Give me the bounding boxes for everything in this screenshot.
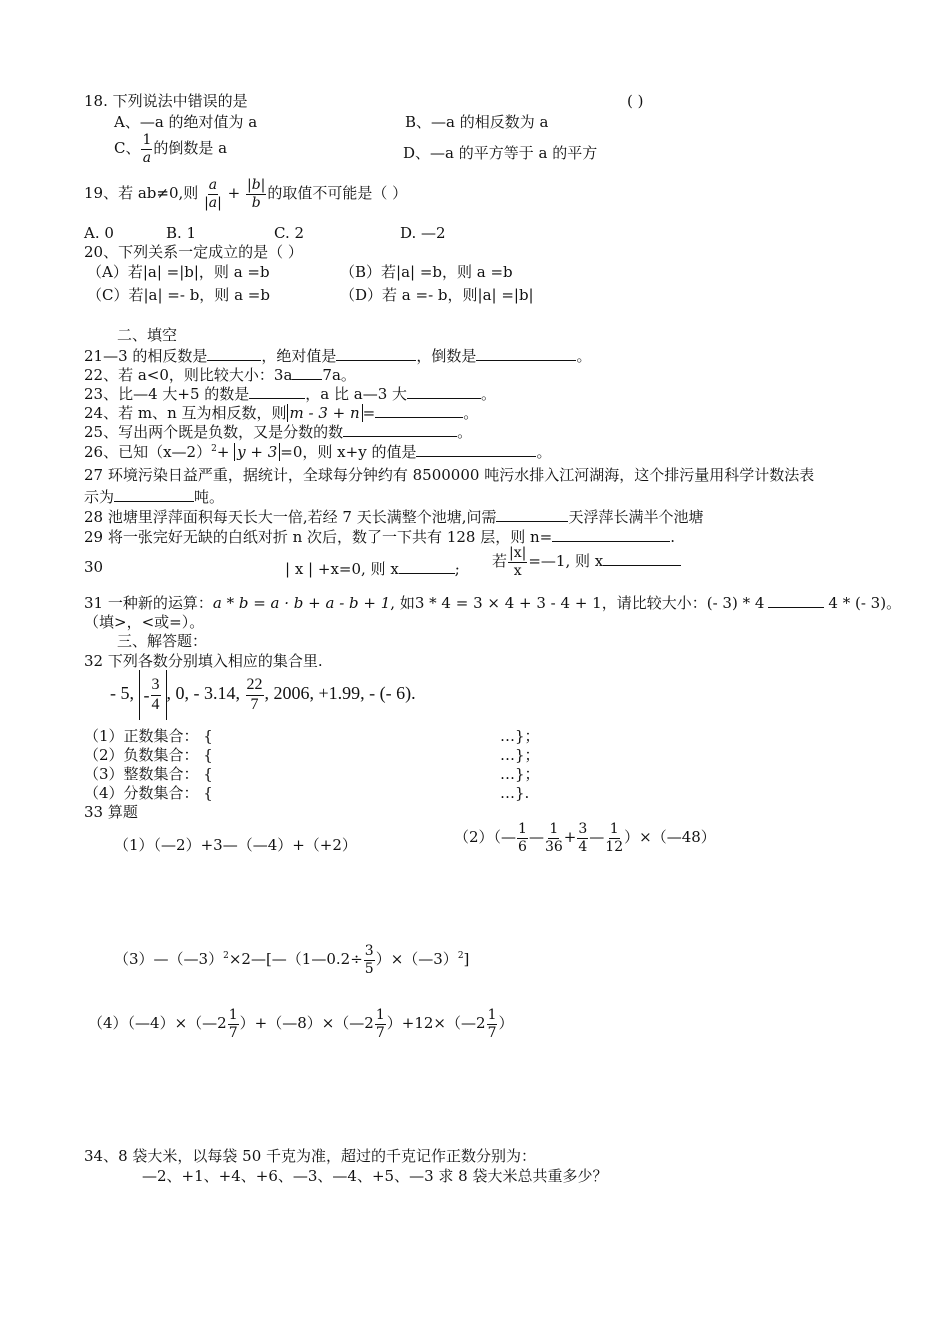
q23: 23、比—4 大+5 的数是 ，a 比 a—3 大 。: [84, 385, 497, 403]
q25: 25、写出两个既是负数，又是分数的数 。: [84, 423, 473, 441]
q30-part-2: 若 $\frac{|x|}{x}$ =—1, 则 x: [492, 546, 681, 578]
q22-blank[interactable]: [292, 366, 322, 380]
q26-blank[interactable]: [416, 443, 536, 457]
q19-option-a: A. 0: [84, 224, 114, 242]
q20-option-c: （C）若|a| =- b，则 a =b: [87, 286, 270, 304]
q21-blank-3[interactable]: [476, 347, 576, 361]
q19-option-b: B. 1: [166, 224, 197, 242]
q27-line-1: 27 环境污染日益严重，据统计，全球每分钟约有 8500000 吨污水排入江河湖海，这个排污量用科学计数法表: [84, 466, 815, 484]
q32-set-integer-label: （3）整数集合： {: [84, 765, 213, 783]
q32-set-positive-end: …}；: [500, 727, 540, 745]
q28: 28 池塘里浮萍面积每天长大一倍,若经 7 天长满整个池塘,问需 天浮萍长满半个池塘: [84, 508, 704, 526]
q30-part-1: | x | +x=0, 则 x ;: [285, 560, 460, 578]
q30-number: 30: [84, 558, 104, 576]
q19-option-c: C. 2: [274, 224, 305, 242]
q32-set-fraction-label: （4）分数集合： {: [84, 784, 213, 802]
q32-fraction: $\frac{22}{7}$: [246, 675, 263, 713]
q26: 26、已知（x—2）$^2$+ y + 3 =0，则 x+y 的值是 。: [84, 443, 552, 461]
q23-blank-1[interactable]: [249, 385, 305, 399]
q19-stem: 19、若 ab≠0,则 $\frac{a}{|a|}$ + $\frac{|b|}{b}$ 的取值不可能是（ ）: [84, 177, 408, 211]
q31-line-2: （填>，<或=）。: [84, 613, 205, 631]
q31-lhs: (- 3) * 4: [706, 594, 765, 612]
q18-option-b: B、—a 的相反数为 a: [405, 113, 549, 131]
q24: 24、若 m、n 互为相反数，则 m - 3 + n = 。: [84, 404, 479, 422]
q34-line-1: 34、8 袋大米，以每袋 50 千克为准，超过的千克记作正数分别为：: [84, 1147, 537, 1165]
q21: 21—3 的相反数是 ，绝对值是 ，倒数是 。: [84, 347, 592, 365]
q21-blank-1[interactable]: [207, 347, 261, 361]
section-heading-fill-in: 二、填空: [117, 326, 178, 344]
q31-line-1: 31 一种新的运算：a * b = a · b + a - b + 1, 如3 * 4 = 3 × 4 + 3 - 4 + 1，请比较大小：(- 3) * 4 4 * (- 3)。: [84, 594, 902, 612]
q27-blank[interactable]: [114, 488, 194, 502]
q18-option-c: C、 $\frac{1}{a}$ 的倒数是 a: [114, 132, 228, 166]
q18-answer-paren[interactable]: ( ): [627, 92, 644, 110]
q32-set-integer-end: …}；: [500, 765, 540, 783]
q33-problem-3: （3）—（—3）$^2$×2—[—（1—0.2÷ $\frac{3}{5}$ ）×（—3）$^2$]: [114, 943, 470, 977]
q31-rhs: 4 * (- 3): [828, 594, 887, 612]
q20-option-a: （A）若|a| =|b|，则 a =b: [87, 263, 270, 281]
q33-problem-1: （1）（—2）+3—（—4）+（+2）: [114, 836, 357, 854]
q27-line-2: 示为 吨。: [84, 488, 225, 506]
q32-stem: 32 下列各数分别填入相应的集合里.: [84, 652, 323, 670]
q30-blank-2[interactable]: [603, 552, 681, 566]
q31-blank[interactable]: [768, 594, 824, 608]
q20-option-b: （B）若|a| =b，则 a =b: [340, 263, 513, 281]
q20-option-d: （D）若 a =- b，则|a| =|b|: [340, 286, 534, 304]
q18-stem: 18. 下列说法中错误的是: [84, 92, 248, 110]
q29-blank[interactable]: [552, 528, 670, 542]
q32-set-positive-label: （1）正数集合： {: [84, 727, 213, 745]
q33-problem-4: （4）（—4）×（—2 $\frac{1}{7}$ ）+（—8）×（—2 $\frac{1}{7}$ ）+12×（—2 $\frac{1}{7}$ ）: [88, 1007, 514, 1041]
q24-abs-expression: m - 3 + n: [287, 404, 363, 422]
q19-fraction-a: $\frac{a}{|a|}$: [204, 177, 222, 211]
q19-option-d: D. —2: [400, 224, 446, 242]
q31-definition: a * b = a · b + a - b + 1: [212, 594, 391, 612]
q32-set-fraction-end: …}.: [500, 784, 530, 802]
q28-blank[interactable]: [496, 508, 568, 522]
q29: 29 将一张完好无缺的白纸对折 n 次后，数了一下共有 128 层，则 n= .: [84, 528, 675, 546]
section-heading-solve: 三、解答题：: [117, 632, 208, 650]
q31-example: 3 * 4 = 3 × 4 + 3 - 4 + 1: [414, 594, 602, 612]
q19-fraction-b: $\frac{|b|}{b}$: [246, 177, 266, 211]
q22: 22、若 a<0，则比较大小：3a 7a。: [84, 366, 356, 384]
q21-blank-2[interactable]: [336, 347, 416, 361]
q30-fraction: $\frac{|x|}{x}$: [509, 545, 527, 579]
q32-abs-fraction: - $\frac{3}{4}$: [139, 670, 167, 720]
q18-fraction: $\frac{1}{a}$: [142, 132, 152, 166]
q33-stem: 33 算题: [84, 803, 138, 821]
q26-abs-expression: y + 3: [234, 443, 280, 461]
q18-option-d: D、—a 的平方等于 a 的平方: [403, 144, 598, 162]
q23-blank-2[interactable]: [407, 385, 481, 399]
q30-blank-1[interactable]: [399, 560, 455, 574]
q24-blank[interactable]: [375, 404, 463, 418]
q20-stem: 20、下列关系一定成立的是（ ）: [84, 243, 303, 261]
q32-number-list: - 5, - $\frac{3}{4}$ , 0, - 3.14, $\frac{22}{7}$ , 2006, +1.99, - (- 6).: [110, 670, 416, 720]
q33-problem-2: （2）（— $\frac{1}{6}$ — $\frac{1}{36}$ + $\frac{3}{4}$ — $\frac{1}{12}$ ）×（—48）: [454, 821, 716, 855]
q25-blank[interactable]: [343, 423, 457, 437]
q32-set-negative-label: （2）负数集合： {: [84, 746, 213, 764]
q34-line-2: —2、+1、+4、+6、—3、—4、+5、—3 求 8 袋大米总共重多少？: [142, 1167, 608, 1185]
q32-set-negative-end: …}；: [500, 746, 540, 764]
q18-option-a: A、—a 的绝对值为 a: [114, 113, 258, 131]
